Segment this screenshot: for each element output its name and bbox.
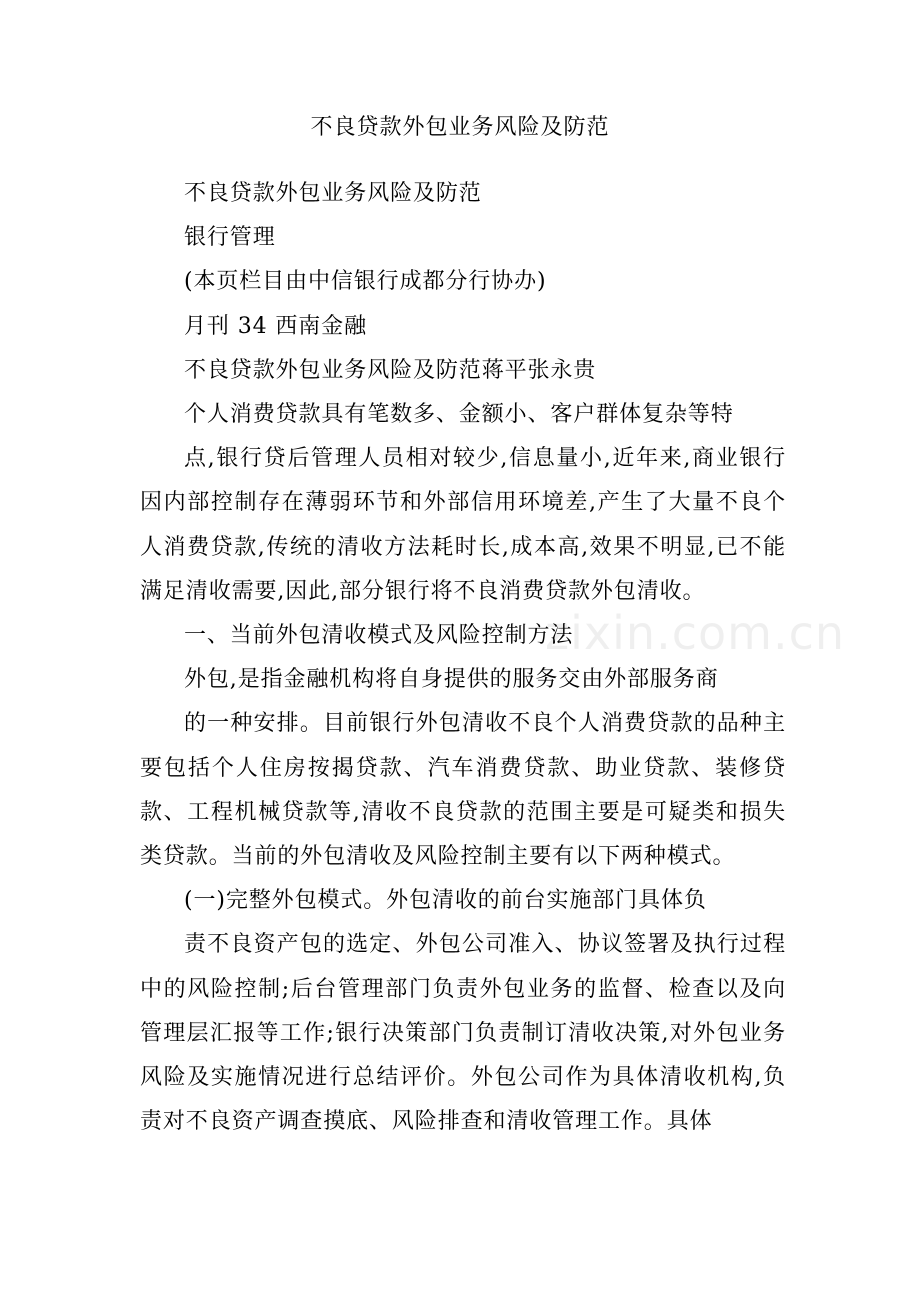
document-body — [140, 172, 786, 1144]
paragraph-journal: 月刊 34 西南金融 — [184, 313, 367, 339]
paragraph-definition-2: 的一种安排。目前银行外包清收不良个人消费贷款的品种主要包括个人住房按揭贷款、汽车消费贷款、助业贷款、装修贷款、工程机械贷款等,清收不良贷款的范围主要是可疑类和损失类贷款。当前的外包清收及风险控制主要有以下两种模式。 — [140, 711, 786, 870]
paragraph-section: 银行管理 — [184, 225, 276, 251]
paragraph-byline: 不良贷款外包业务风险及防范蒋平张永贵 — [184, 357, 597, 383]
watermark-text: zixin.com.cn — [545, 606, 846, 660]
paragraph-mode-1: (一)完整外包模式。外包清收的前台实施部门具体负 — [184, 888, 707, 914]
paragraph-subtitle: 不良贷款外包业务风险及防范 — [184, 181, 482, 206]
paragraph-heading-1: 一、当前外包清收模式及风险控制方法 — [184, 623, 574, 649]
paragraph-definition-1: 外包,是指金融机构将自身提供的服务交由外部服务商 — [184, 667, 719, 693]
paragraph-intro-1: 个人消费贷款具有笔数多、金额小、客户群体复杂等特 — [184, 402, 734, 428]
document-title: 不良贷款外包业务风险及防范 — [310, 115, 610, 140]
paragraph-intro-2: 点,银行贷后管理人员相对较少,信息量小,近年来,商业银行因内部控制存在薄弱环节和外部信用环境差,产生了大量不良个人消费贷款,传统的清收方法耗时长,成本高,效果不明显,已不能满足清收需要,因此,部分银行将不良消费贷款外包清收。 — [140, 446, 786, 604]
paragraph-sponsor: (本页栏目由中信银行成都分行协办) — [184, 269, 547, 295]
paragraph-mode-2: 责不良资产包的选定、外包公司准入、协议签署及执行过程中的风险控制;后台管理部门负责外包业务的监督、检查以及向管理层汇报等工作;银行决策部门负责制订清收决策,对外包业务风险及实施情况进行总结评价。外包公司作为具体清收机构,负责对不良资产调查摸底、风险排查和清收管理工作。具体 — [140, 932, 786, 1135]
